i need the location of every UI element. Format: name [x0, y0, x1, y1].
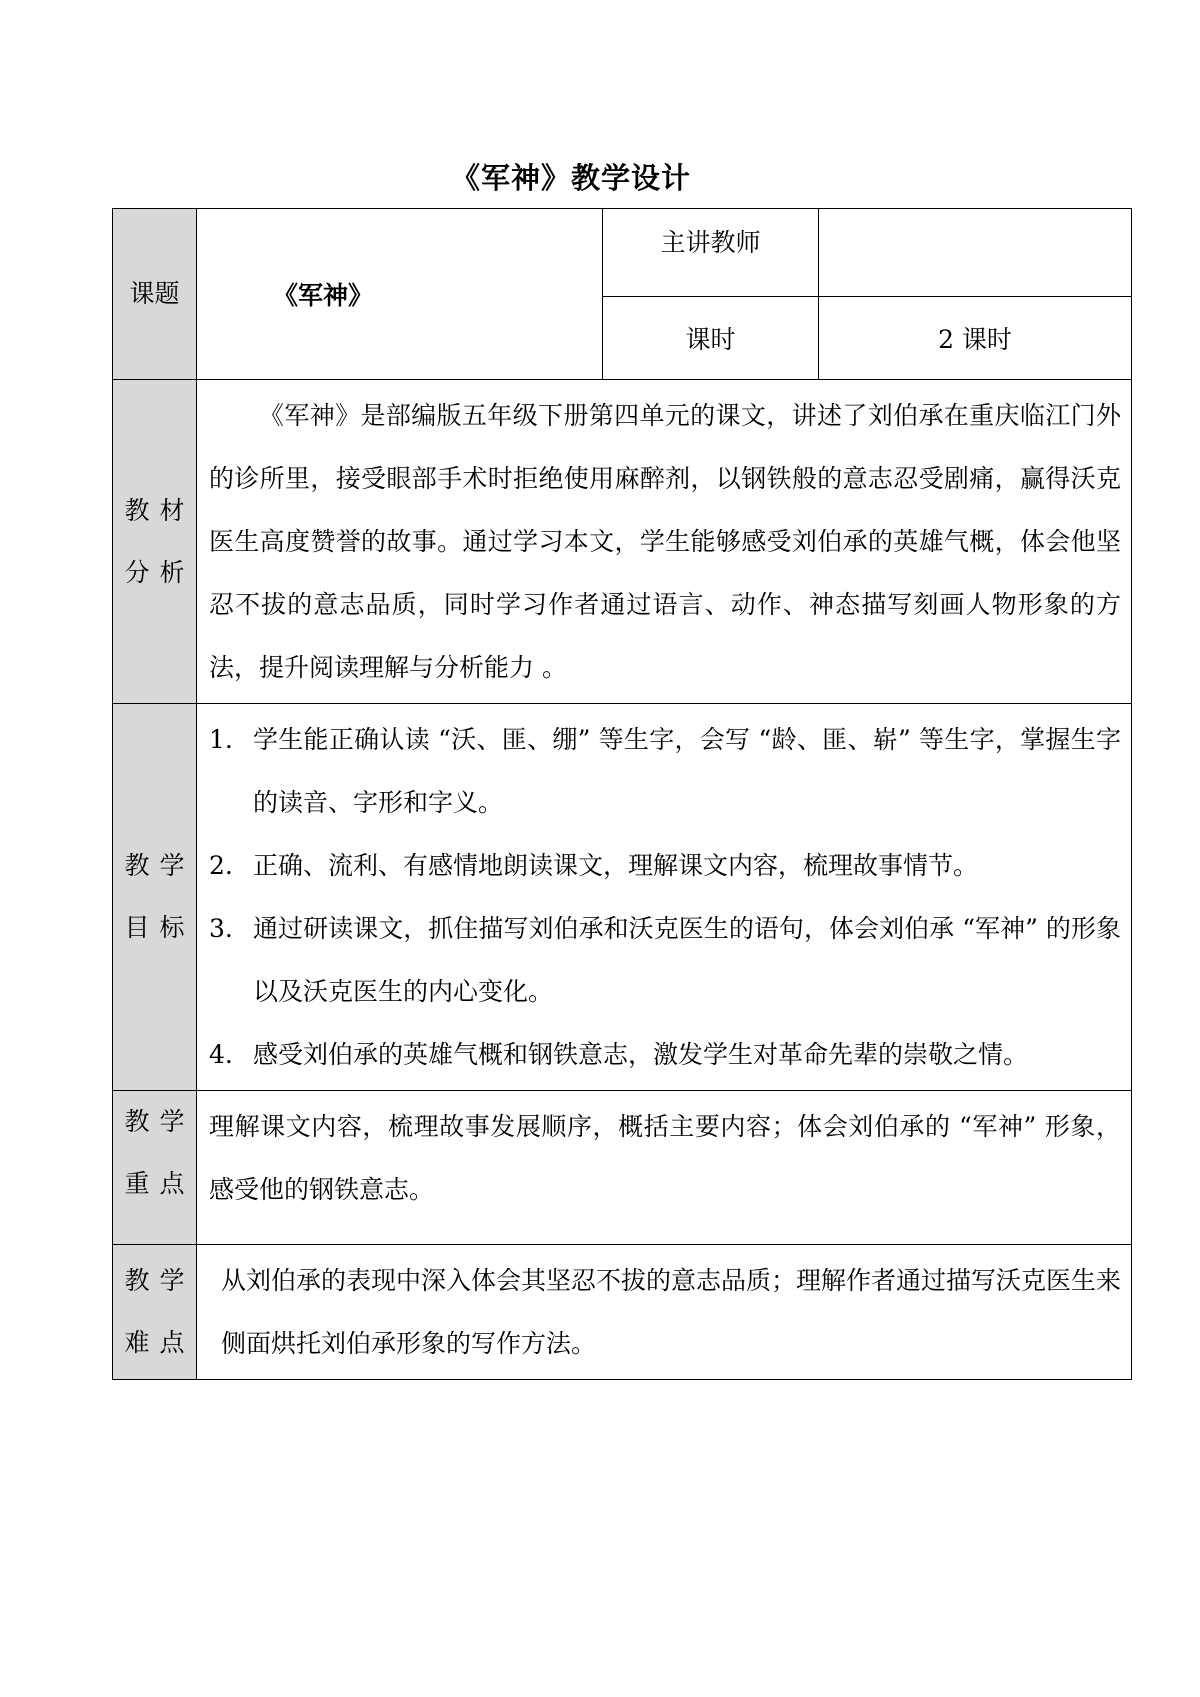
- goal-text: 通过研读课文，抓住描写刘伯承和沃克医生的语句，体会刘伯承 “军神” 的形象以及沃克医生的内心变化。: [253, 914, 1121, 1006]
- period-label: 课时: [603, 297, 819, 380]
- topic-value: 《军神》: [197, 209, 603, 380]
- key-points-label-line-1: 教学: [124, 1107, 195, 1136]
- goals-label-cell: [113, 704, 197, 1091]
- key-points-text: 理解课文内容，梳理故事发展顺序，概括主要内容；体会刘伯承的 “军神” 形象，感受他的钢铁意志。: [197, 1091, 1132, 1245]
- difficulties-text: 从刘伯承的表现中深入体会其坚忍不拔的意志品质；理解作者通过描写沃克医生来侧面烘托刘伯承形象的写作方法。: [197, 1245, 1132, 1380]
- period-value: 2 课时: [819, 297, 1132, 380]
- analysis-label-line-2: 分析: [124, 557, 195, 587]
- difficulties-label-line-1: 教学: [124, 1266, 195, 1295]
- key-points-label-line-2: 重点: [124, 1169, 195, 1198]
- goals-label-line-2: 目标: [124, 913, 195, 942]
- goal-number: 4.: [209, 1040, 233, 1069]
- goal-text: 感受刘伯承的英雄气概和钢铁意志，激发学生对革命先辈的崇敬之情。: [253, 1040, 1029, 1069]
- goal-text: 正确、流利、有感情地朗读课文，理解课文内容，梳理故事情节。: [253, 851, 979, 880]
- goal-number: 2.: [209, 851, 233, 880]
- difficulties-row: [113, 1245, 1132, 1380]
- goal-item: [209, 897, 1121, 1023]
- difficulties-label-cell: [113, 1245, 197, 1380]
- header-row-teacher: [113, 209, 1132, 297]
- goal-item: [209, 708, 1121, 834]
- topic-label-cell: [113, 209, 197, 380]
- analysis-text: 《军神》是部编版五年级下册第四单元的课文，讲述了刘伯承在重庆临江门外的诊所里，接受眼部手术时拒绝使用麻醉剂，以钢铁般的意志忍受剧痛，赢得沃克医生高度赞誉的故事。通过学习本文，学生能够感受刘伯承的英雄气概，体会他坚忍不拔的意志品质，同时学习作者通过语言、动作、神态描写刻画人物形象的方法，提升阅读理解与分析能力 。: [197, 380, 1132, 704]
- goal-item: [209, 834, 1121, 897]
- teacher-value: [819, 209, 1132, 297]
- goals-label-line-1: 教学: [124, 851, 195, 880]
- difficulties-label-line-2: 难点: [124, 1328, 195, 1357]
- key-points-row: [113, 1091, 1132, 1245]
- goal-number: 1.: [209, 725, 233, 754]
- goals-content: [197, 704, 1132, 1091]
- goal-text: 学生能正确认读 “沃、匪、绷” 等生字，会写 “龄、匪、崭” 等生字，掌握生字的读音、字形和字义。: [253, 725, 1121, 817]
- goal-item: [209, 1023, 1121, 1086]
- topic-label: 课题: [129, 279, 180, 308]
- analysis-label-line-1: 教材: [124, 495, 195, 525]
- goal-number: 3.: [209, 914, 233, 943]
- document-title: 《军神》教学设计: [450, 161, 691, 195]
- goals-list: [209, 708, 1121, 1086]
- key-points-label-cell: [113, 1091, 197, 1245]
- goals-row: [113, 704, 1132, 1091]
- teacher-label: 主讲教师: [603, 209, 819, 297]
- analysis-label-cell: [113, 380, 197, 704]
- lesson-plan-table: [112, 208, 1132, 1380]
- analysis-row: [113, 380, 1132, 704]
